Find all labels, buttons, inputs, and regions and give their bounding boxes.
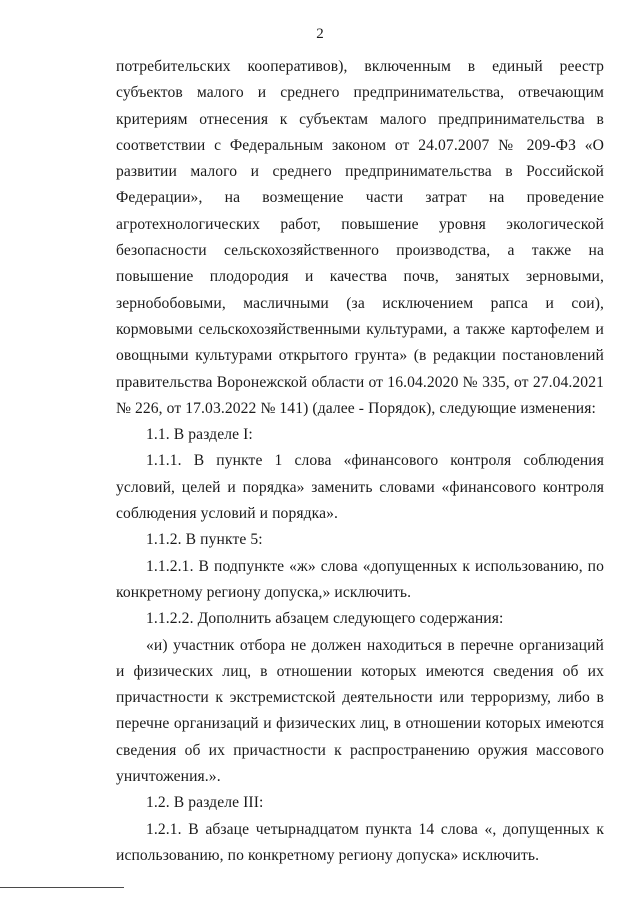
paragraph-item-1-1-2-1: 1.1.2.1. В подпункте «ж» слова «допущенных к использованию, по конкретному региону допуска,» исключить. — [116, 557, 604, 601]
paragraph-item-1-2-1: 1.2.1. В абзаце четырнадцатом пункта 14 слова «, допущенных к использованию, по конкретному региону допуска» исключить. — [116, 820, 604, 864]
paragraph-section-1-2: 1.2. В разделе III: — [146, 794, 264, 812]
paragraph-added-clause: «и) участник отбора не должен находиться в перечне организаций и физических лиц, в отношении которых имеются сведения об их причастности к экстремистской деятельности или терроризму, либо в перечне организаций и физических лиц, в отношении которых имеются сведения об их причастности к распространению оружия массового уничтожения.». — [116, 636, 604, 786]
paragraph-item-1-1-2: 1.1.2. В пункте 5: — [146, 531, 263, 549]
document-body — [116, 54, 604, 869]
scan-edge-line — [0, 887, 124, 888]
paragraph-item-1-1-1: 1.1.1. В пункте 1 слова «финансового контроля соблюдения условий, целей и порядка» заменить словами «финансового контроля соблюдения условий и порядка». — [116, 452, 604, 523]
page-number: 2 — [316, 26, 324, 42]
paragraph-intro-continuation: потребительских кооперативов), включенным в единый реестр субъектов малого и среднего предпринимательства, отвечающим критериям отнесения к субъектам малого предпринимательства в соответствии с Федеральным законом от 24.07.2007 № 209-ФЗ «О развитии малого и среднего предпринимательства в Российской Федерации», на возмещение части затрат на проведение агротехнологических работ, повышение уровня экологической безопасности сельскохозяйственного производства, а также на повышение плодородия и качества почв, занятых зерновыми, зернобобовыми, масличными (за исключением рапса и сои), кормовыми сельскохозяйственными культурами, а также картофелем и овощными культурами открытого грунта» (в редакции постановлений правительства Воронежской области от 16.04.2020 № 335, от 27.04.2021 № 226, от 17.03.2022 № 141) (далее - Порядок), следующие изменения: — [116, 58, 604, 417]
paragraph-section-1-1: 1.1. В разделе I: — [146, 426, 253, 444]
paragraph-item-1-1-2-2: 1.1.2.2. Дополнить абзацем следующего содержания: — [146, 610, 504, 628]
